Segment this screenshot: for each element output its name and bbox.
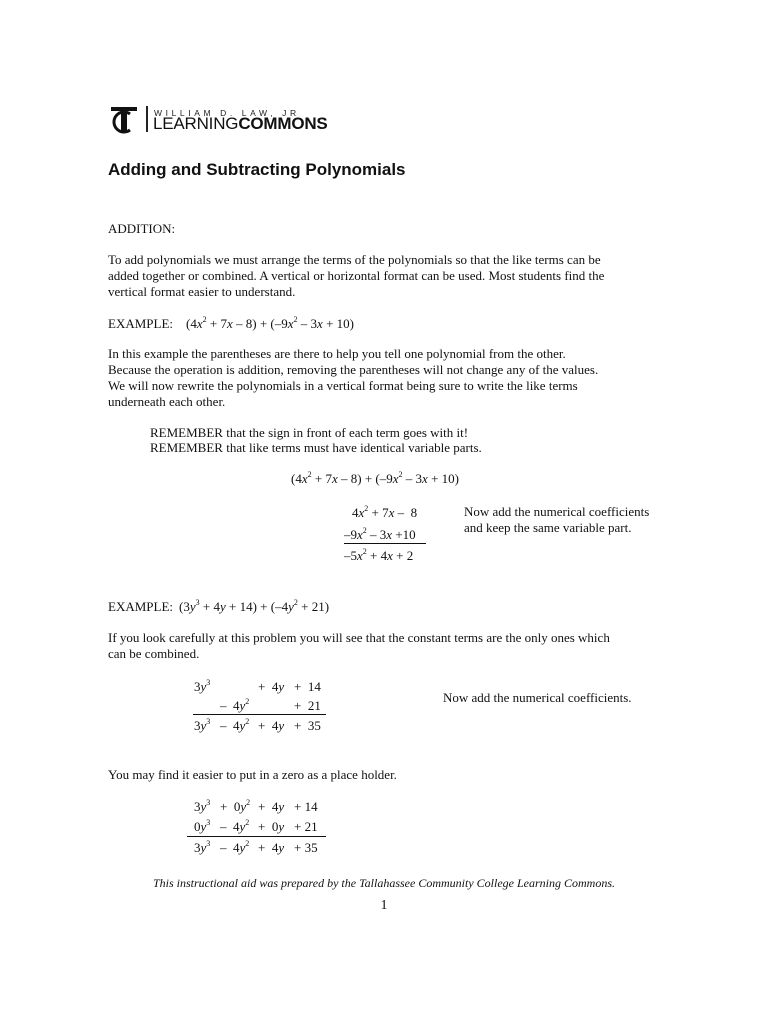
logo-commons: COMMONS [238,114,328,133]
vert1-row1: $4x^2 + 7x - 8$ [352,503,418,520]
tcc-logo-icon [108,104,140,136]
remember-line-2: REMEMBER that like terms must have identical variable parts. [150,440,482,455]
explain-line-3: We will now rewrite the polynomials in a vertical format being sure to write the like terms [108,378,578,393]
vert1-sum-line [344,543,426,544]
note1-line-1: Now add the numerical coefficients [464,504,650,519]
vert3-r2-y: + 0y [258,819,285,834]
remember-line-1: REMEMBER that the sign in front of each term goes with it! [150,425,469,440]
logo-divider [146,106,148,132]
explain-line-4: underneath each other. [108,394,226,409]
logo-learning-commons [153,114,328,134]
vert3-res-y: + 4y [258,840,285,855]
example2-text-2: can be combined. [108,646,200,661]
intro-line-1: To add polynomials we must arrange the terms of the polynomials so that the like terms can be [108,252,601,267]
vert3-r1-y2: + $0y^2$ [220,797,251,814]
vert2-res-c: + 35 [294,718,321,733]
intro-line-2: added together or combined. A vertical or horizontal format can be used. Most students find the [108,268,605,283]
vert2-r1-c: + 14 [294,679,321,694]
page-title: Adding and Subtracting Polynomials [108,160,406,179]
vert3-res-y3: $3y^3$ [194,838,211,855]
vert2-res-y: + 4y [258,718,285,733]
logo-learning: LEARNING [153,114,239,133]
note2: Now add the numerical coefficients. [443,690,632,705]
vert3-r2-c: + 21 [294,819,318,834]
vert2-r2-c: + 21 [294,698,321,713]
note1-line-2: and keep the same variable part. [464,520,632,535]
vert2-sum-line [193,714,326,715]
example1-label: EXAMPLE: [108,316,173,331]
vert2-res-y2: – $4y^2$ [220,716,250,733]
vert3-r1-y: + 4y [258,799,285,814]
example1-line [108,316,668,332]
logo-top-text: WILLIAM D. LAW, JR [154,108,300,118]
vert2-r1-y: + 4y [258,679,285,694]
vert2-res-y3: $3y^3$ [194,716,211,733]
vert3-res-c: + 35 [294,840,318,855]
vert3-sum-line [187,836,326,837]
vert1-result: $-5x^2 + 4x + 2$ [344,546,414,563]
example2-label: EXAMPLE: [108,599,173,614]
explain-line-2: Because the operation is addition, removing the parentheses will not change any of the values. [108,362,599,377]
explain-line-1: In this example the parentheses are there to help you tell one polynomial from the other. [108,346,566,361]
vert3-r2-y2: – $4y^2$ [220,817,250,834]
vert3-r1-c: + 14 [294,799,318,814]
vert2-r2-y2: – $4y^2$ [220,696,250,713]
page-number: 1 [380,898,388,913]
example2-text-1: If you look carefully at this problem you will see that the constant terms are the only ones which [108,630,610,645]
vert1-row2: $-9x^2 - 3x +10$ [344,525,416,542]
vert3-r1-y3: $3y^3$ [194,797,211,814]
vert2-r1-y3: $3y^3$ [194,677,211,694]
placeholder-text: You may find it easier to put in a zero as a place holder. [108,767,397,782]
footer-note: This instructional aid was prepared by the Tallahassee Community College Learning Commons. [152,876,615,890]
vert3-r2-y3: $0y^3$ [194,817,211,834]
example2-line [108,599,668,615]
example1-expression-centered: $(4x^2 + 7x - 8) + (-9x^2 - 3x + 10)$ [291,469,459,486]
vert3-res-y2: – $4y^2$ [220,838,250,855]
example1-expression: $(4x^2 + 7x - 8) + (-9x^2 - 3x + 10)$ [186,314,354,331]
addition-heading: ADDITION: [108,221,176,236]
example2-expression: $(3y^3 + 4y + 14) + (-4y^2 + 21)$ [179,597,330,614]
intro-line-3: vertical format easier to understand. [108,284,296,299]
